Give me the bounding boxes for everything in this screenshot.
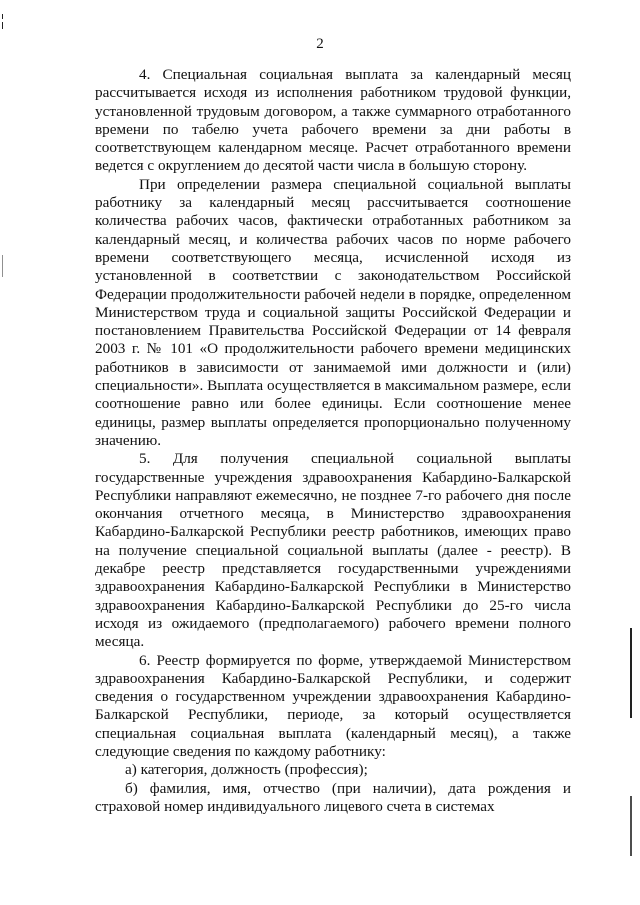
scan-edge-mark xyxy=(630,796,632,856)
scan-edge-mark xyxy=(2,14,3,19)
paragraph-6: 6. Реестр формируется по форме, утверждаемой Министерством здравоохранения Кабардино-Балкарской Республики, и содержит сведения о государственном учреждении здравоохранения Кабардино-Балкарской Республики, периоде, за который осуществляется специальная социальная выплата (календарный месяц), а также следующие сведения по каждому работнику: xyxy=(95,651,571,760)
document-body xyxy=(95,66,571,816)
scan-edge-mark xyxy=(2,22,3,29)
scan-edge-mark xyxy=(2,255,3,277)
paragraph-calculation: При определении размера специальной социальной выплаты работнику за календарный месяц рассчитывается соотношение количества рабочих часов, фактически отработанных работником за календарный месяц, и количества рабочих часов по норме рабочего времени соответствующего месяца, исчисленной исходя из установленной в соответствии с законодательством Российской Федерации продолжительности рабочей недели в порядке, определенном Министерством труда и социальной защиты Российской Федерации и постановлением Правительства Российской Федерации от 14 февраля 2003 г. № 101 «О продолжительности рабочего времени медицинских работников в зависимости от занимаемой ими должности и (или) специальности». Выплата осуществляется в максимальном размере, если соотношение равно или более единицы. Если соотношение менее единицы, размер выплаты определяется пропорционально полученному значению. xyxy=(95,175,571,449)
paragraph-5: 5. Для получения специальной социальной выплаты государственные учреждения здравоохранения Кабардино-Балкарской Республики направляют ежемесячно, не позднее 7-го рабочего дня после окончания отчетного месяца, в Министерство здравоохранения Кабардино-Балкарской Республики реестр работников, имеющих право на получение специальной социальной выплаты (далее - реестр). В декабре реестр представляется государственными учреждениями здравоохранения Кабардино-Балкарской Республики в Министерство здравоохранения Кабардино-Балкарской Республики до 25-го числа исходя из ожидаемого (предполагаемого) рабочего времени полного месяца. xyxy=(95,450,571,651)
page-number: 2 xyxy=(316,36,324,52)
scan-edge-mark xyxy=(630,628,632,718)
list-item-b: б) фамилия, имя, отчество (при наличии), дата рождения и страховой номер индивидуального лицевого счета в системах xyxy=(95,779,571,815)
paragraph-4: 4. Специальная социальная выплата за календарный месяц рассчитывается исходя из исполнения работником трудовой функции, установленной трудовым договором, а также суммарного отработанного времени по табелю учета рабочего времени за дни работы в соответствующем календарном месяце. Расчет отработанного времени ведется с округлением до десятой части числа в большую сторону. xyxy=(95,66,571,175)
list-item-a: а) категория, должность (профессия); xyxy=(125,761,368,779)
